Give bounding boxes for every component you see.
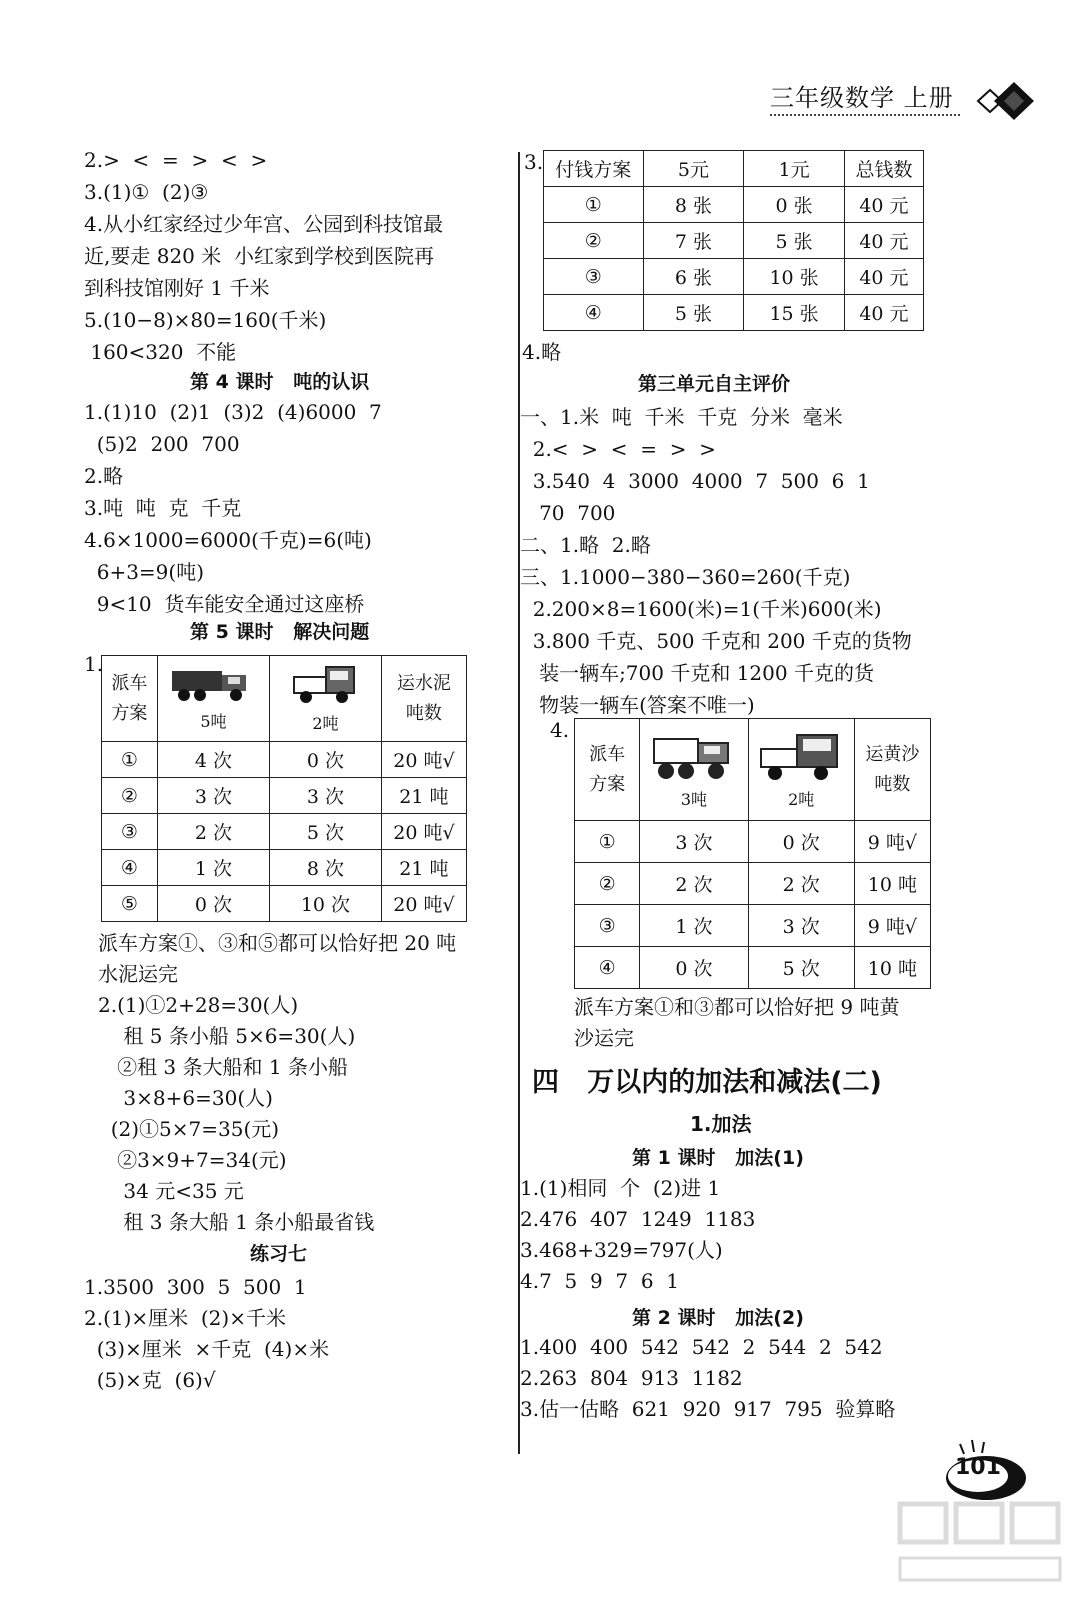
table-header-row: [544, 151, 924, 187]
table-cell: ③: [102, 814, 158, 850]
table-header-cell: 1元: [744, 151, 845, 187]
table-cell: ③: [544, 259, 644, 295]
table-header-small-truck: [270, 656, 382, 742]
table-cell: ①: [544, 187, 644, 223]
table-cell: 0 张: [744, 187, 845, 223]
answer-line: 装一辆车;700 千克和 1200 千克的货: [520, 661, 874, 685]
answer-line: 一、1.米 吨 千米 千克 分米 毫米: [520, 405, 843, 429]
small-truck-icon: [290, 663, 360, 707]
table-row: [102, 814, 467, 850]
section-title: 1.加法: [690, 1112, 752, 1136]
answer-line: 2.> < = > < >: [84, 148, 268, 172]
answer-line: 3.540 4 3000 4000 7 500 6 1: [520, 469, 870, 493]
question-1-label: 1.: [84, 652, 104, 676]
table-row: [102, 850, 467, 886]
small-truck-capacity-label: 2吨: [312, 714, 339, 733]
answer-line: ②3×9+7=34(元): [98, 1148, 287, 1172]
table-cell: 40 元: [844, 259, 923, 295]
question-3-label: 3.: [524, 150, 544, 174]
table-cell: 10 张: [744, 259, 845, 295]
answer-line: (5)×克 (6)√: [84, 1368, 216, 1392]
table-row: [544, 223, 924, 259]
table-cell: 40 元: [844, 187, 923, 223]
answer-line: 水泥运完: [98, 962, 178, 986]
table-cell: ④: [102, 850, 158, 886]
table-cell: ③: [575, 905, 640, 947]
diamond-decoration-icon: [964, 76, 1042, 126]
table-cell: 20 吨√: [381, 886, 466, 922]
page-header-title: 三年级数学 上册: [770, 84, 954, 112]
truck-plan-table-cement: [101, 655, 467, 922]
dump-truck-icon: [170, 665, 256, 705]
table-cell: ①: [102, 742, 158, 778]
answer-line: (5)2 200 700: [84, 432, 240, 456]
table-cell: 5 张: [744, 223, 845, 259]
table-cell: 0 次: [748, 821, 854, 863]
answer-line: 1.3500 300 5 500 1: [84, 1275, 307, 1299]
table-cell: 20 吨√: [381, 814, 466, 850]
answer-line: (2)①5×7=35(元): [98, 1117, 280, 1141]
table-row: [575, 947, 931, 989]
answer-line: 2.< > < = > >: [520, 437, 716, 461]
big-truck-capacity-label: 5吨: [200, 712, 227, 731]
table-row: [544, 187, 924, 223]
table-row: [575, 821, 931, 863]
table-header-scheme: 派车 方案: [575, 719, 640, 821]
big-truck-capacity-label: 3吨: [680, 790, 708, 809]
answer-line: 6+3=9(吨): [84, 560, 205, 584]
answer-line: 2.200×8=1600(米)=1(千米)600(米): [520, 597, 882, 621]
table-cell: 6 张: [643, 259, 744, 295]
answer-line: 2.(1)×厘米 (2)×千米: [84, 1306, 286, 1330]
table-cell: ②: [102, 778, 158, 814]
chapter-title: 四 万以内的加法和减法(二): [532, 1067, 882, 1098]
answer-line: 2.略: [84, 464, 124, 488]
table-row: [102, 778, 467, 814]
lesson-heading-2: 第 2 课时 加法(2): [632, 1307, 804, 1329]
table-cell: 7 张: [643, 223, 744, 259]
table-cell: ④: [575, 947, 640, 989]
answer-line: 4.7 5 9 7 6 1: [520, 1269, 680, 1293]
table-cell: 2 次: [748, 863, 854, 905]
answer-line: 3×8+6=30(人): [98, 1086, 273, 1110]
army-truck-icon: [652, 729, 736, 783]
table-cell: 21 吨: [381, 778, 466, 814]
answer-line: 1.(1)10 (2)1 (3)2 (4)6000 7: [84, 400, 382, 424]
question-4-answer: 4.略: [522, 340, 562, 364]
answer-line: 160<320 不能: [84, 340, 237, 364]
answer-line: 1.400 400 542 542 2 544 2 542: [520, 1335, 883, 1359]
answer-line: 1.(1)相同 个 (2)进 1: [520, 1176, 721, 1200]
answer-line: ②租 3 条大船和 1 条小船: [98, 1055, 348, 1079]
table-cell: 10 吨: [854, 863, 930, 905]
table-cell: ②: [575, 863, 640, 905]
table-cell: 40 元: [844, 295, 923, 331]
payment-plan-table: [543, 150, 924, 331]
table-cell: ⑤: [102, 886, 158, 922]
table-header-cell: 付钱方案: [544, 151, 644, 187]
table-header-big-truck: [640, 719, 748, 821]
exercise-7-heading: 练习七: [250, 1243, 308, 1265]
answer-line: (3)×厘米 ×千克 (4)×米: [84, 1337, 330, 1361]
unit-3-heading: 第三单元自主评价: [638, 373, 791, 395]
table-cell: 3 次: [270, 778, 382, 814]
table-cell: 1 次: [157, 850, 269, 886]
table-cell: 40 元: [844, 223, 923, 259]
small-truck-capacity-label: 2吨: [788, 790, 815, 809]
answer-line: 三、1.1000−380−360=260(千克): [520, 565, 851, 589]
answer-line: 2.476 407 1249 1183: [520, 1207, 756, 1231]
table-row: [102, 742, 467, 778]
answer-line: 沙运完: [574, 1026, 634, 1050]
table-header-cell: 总钱数: [844, 151, 923, 187]
table-cell: 10 次: [270, 886, 382, 922]
table-cell: ④: [544, 295, 644, 331]
truck-plan-table-sand: [574, 718, 931, 989]
table-cell: 3 次: [748, 905, 854, 947]
table-cell: 5 次: [270, 814, 382, 850]
answer-line: 3.(1)① (2)③: [84, 180, 209, 204]
table-cell: 3 次: [157, 778, 269, 814]
answer-line: 派车方案①、③和⑤都可以恰好把 20 吨: [98, 931, 457, 955]
table-header-total: 运水泥 吨数: [381, 656, 466, 742]
table-row: [575, 863, 931, 905]
table-cell: 8 张: [643, 187, 744, 223]
table-cell: 8 次: [270, 850, 382, 886]
answer-line: 9<10 货车能安全通过这座桥: [84, 592, 365, 616]
table-cell: ①: [575, 821, 640, 863]
table-cell: 0 次: [270, 742, 382, 778]
lesson-heading-5: 第 5 课时 解决问题: [190, 621, 370, 643]
answer-line: 2.(1)①2+28=30(人): [98, 993, 299, 1017]
table-cell: 4 次: [157, 742, 269, 778]
answer-line: 租 3 条大船 1 条小船最省钱: [98, 1210, 375, 1234]
lesson-heading-1: 第 1 课时 加法(1): [632, 1147, 804, 1169]
answer-line: 3.估一估略 621 920 917 795 验算略: [520, 1397, 896, 1421]
table-row: [544, 295, 924, 331]
table-cell: 9 吨√: [854, 905, 930, 947]
answer-line: 2.263 804 913 1182: [520, 1366, 743, 1390]
table-cell: 15 张: [744, 295, 845, 331]
answer-line: 34 元<35 元: [98, 1179, 244, 1203]
table-cell: 3 次: [640, 821, 748, 863]
watermark-logo-icon: [880, 1498, 1080, 1598]
table-row: [544, 259, 924, 295]
table-row: [102, 886, 467, 922]
answer-line: 租 5 条小船 5×6=30(人): [98, 1024, 356, 1048]
table-cell: 20 吨√: [381, 742, 466, 778]
table-cell: 0 次: [640, 947, 748, 989]
table-cell: 5 张: [643, 295, 744, 331]
table-row: [575, 905, 931, 947]
table-header-small-truck: [748, 719, 854, 821]
table-cell: 2 次: [157, 814, 269, 850]
page-number: 101: [955, 1455, 1001, 1480]
answer-line: 物装一辆车(答案不唯一): [520, 693, 755, 717]
answer-line: 派车方案①和③都可以恰好把 9 吨黄: [574, 995, 900, 1019]
pickup-truck-icon: [759, 729, 843, 783]
table-cell: ②: [544, 223, 644, 259]
answer-line: 3.吨 吨 克 千克: [84, 496, 242, 520]
table-cell: 21 吨: [381, 850, 466, 886]
header-underline: [770, 114, 960, 116]
table-cell: 5 次: [748, 947, 854, 989]
table-header-big-truck: [157, 656, 269, 742]
answer-line: 70 700: [520, 501, 616, 525]
answer-line: 到科技馆刚好 1 千米: [84, 276, 270, 300]
answer-line: 4.从小红家经过少年宫、公园到科技馆最: [84, 212, 444, 236]
answer-line: 3.468+329=797(人): [520, 1238, 723, 1262]
answer-line: 近,要走 820 米 小红家到学校到医院再: [84, 244, 434, 268]
table-cell: 1 次: [640, 905, 748, 947]
table-cell: 0 次: [157, 886, 269, 922]
lesson-heading-4: 第 4 课时 吨的认识: [190, 371, 370, 393]
table-cell: 9 吨√: [854, 821, 930, 863]
answer-line: 5.(10−8)×80=160(千米): [84, 308, 327, 332]
answer-line: 3.800 千克、500 千克和 200 千克的货物: [520, 629, 912, 653]
question-4b-label: 4.: [550, 718, 570, 742]
answer-line: 二、1.略 2.略: [520, 533, 651, 557]
table-header-total: 运黄沙 吨数: [854, 719, 930, 821]
table-header-scheme: 派车 方案: [102, 656, 158, 742]
table-cell: 2 次: [640, 863, 748, 905]
answer-line: 4.6×1000=6000(千克)=6(吨): [84, 528, 372, 552]
table-header-cell: 5元: [643, 151, 744, 187]
table-cell: 10 吨: [854, 947, 930, 989]
